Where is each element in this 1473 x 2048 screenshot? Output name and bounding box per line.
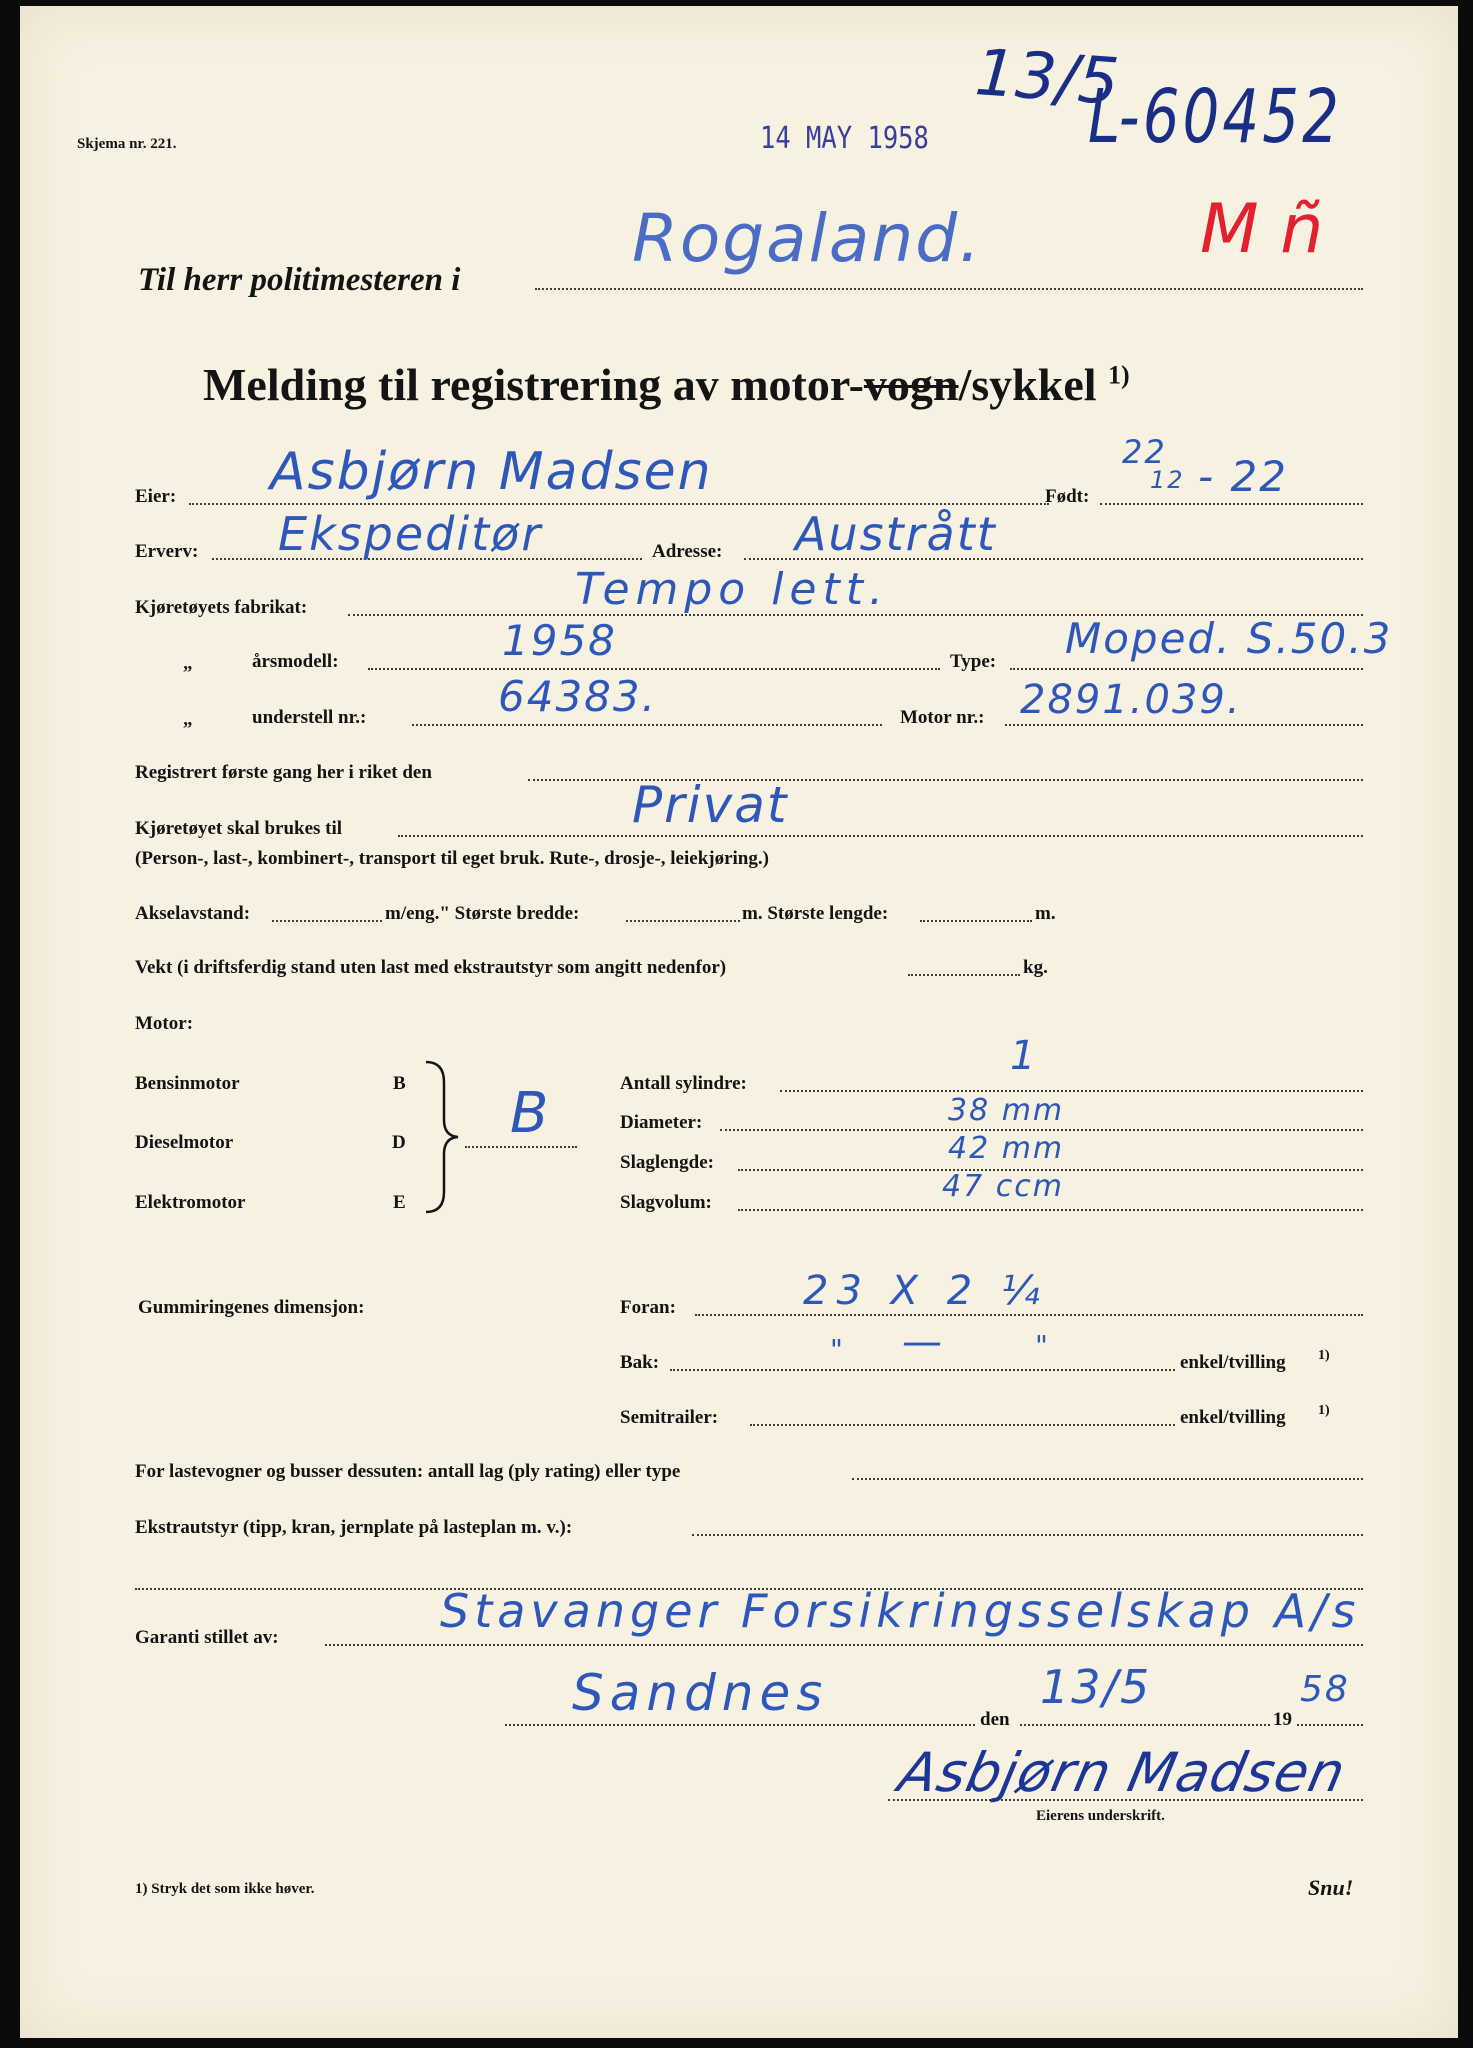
first-registered-label: Registrert første gang her i riket den xyxy=(135,762,432,783)
rear-tyre-line xyxy=(670,1369,1175,1371)
occupation-value: Ekspeditør xyxy=(278,507,543,561)
weight-label: Vekt (i driftsferdig stand uten last med ekstrautstyr som angitt nedenfor) xyxy=(135,957,727,978)
model-year-label: årsmodell: xyxy=(252,651,339,672)
model-year-value: 1958 xyxy=(502,616,617,665)
engine-type-value: B xyxy=(510,1081,551,1146)
wheelbase-line xyxy=(272,920,382,922)
extra-equipment-line xyxy=(692,1534,1363,1536)
title-struck-word: vogn xyxy=(863,359,959,410)
motor-heading: Motor: xyxy=(135,1013,194,1034)
ply-rating-line xyxy=(852,1478,1363,1480)
width-label: m/eng." Største bredde: xyxy=(385,903,580,924)
district-value: Rogaland. xyxy=(632,200,983,277)
rear-single-twin-label: enkel/tvilling xyxy=(1180,1352,1286,1373)
usage-line xyxy=(398,835,1363,837)
owner-signature-caption: Eierens underskrift. xyxy=(1036,1808,1165,1824)
guarantee-value: Stavanger Forsikringsselskap A/s xyxy=(440,1584,1361,1638)
district-line xyxy=(535,288,1363,290)
chassis-label: understell nr.: xyxy=(252,707,367,728)
rear-tyre-label: Bak: xyxy=(620,1352,660,1373)
registration-number: L-60452 xyxy=(1088,74,1342,160)
bore-value: 38 mm xyxy=(948,1093,1065,1128)
cylinders-value: 1 xyxy=(1010,1033,1038,1079)
handwritten-top-date: 13/5 xyxy=(972,36,1122,120)
title-part2: /sykkel xyxy=(958,359,1097,410)
engine-number-label: Motor nr.: xyxy=(900,707,985,728)
wheelbase-label: Akselavstand: xyxy=(135,903,251,924)
date-line xyxy=(1020,1724,1270,1726)
width-line xyxy=(626,920,740,922)
usage-value: Privat xyxy=(632,776,789,834)
rear-footnote-mark: 1) xyxy=(1318,1348,1330,1363)
guarantee-line xyxy=(325,1644,1363,1646)
owner-label: Eier: xyxy=(135,486,177,507)
year-value: 58 xyxy=(1300,1669,1350,1710)
date-den-label: den xyxy=(980,1709,1010,1730)
born-line xyxy=(1100,503,1363,505)
front-tyre-label: Foran: xyxy=(620,1297,676,1318)
owner-signature: Asbjørn Madsen xyxy=(893,1741,1352,1804)
received-stamp-date: 14 MAY 1958 xyxy=(760,121,929,156)
petrol-code: B xyxy=(393,1073,406,1094)
rear-tyre-ditto-right: " xyxy=(1035,1329,1050,1362)
electric-engine-label: Elektromotor xyxy=(135,1192,246,1213)
semitrailer-single-twin-label: enkel/tvilling xyxy=(1180,1407,1286,1428)
ditto-mark-2: „ xyxy=(183,709,193,730)
title-footnote-mark: 1) xyxy=(1108,360,1130,390)
engine-type-brace xyxy=(422,1058,462,1216)
born-month: 12 xyxy=(1150,466,1185,494)
form-title xyxy=(203,359,1130,410)
addressee-label: Til herr politimesteren i xyxy=(138,262,461,298)
year-line xyxy=(1297,1724,1363,1726)
length-unit: m. xyxy=(1035,903,1056,924)
form-sheet xyxy=(20,6,1458,2038)
front-tyre-value: 23 X 2 ¼ xyxy=(803,1268,1048,1314)
usage-label: Kjøretøyet skal brukes til xyxy=(135,818,343,839)
usage-note: (Person-, last-, kombinert-, transport til eget bruk. Rute-, drosje-, leiekjøring.) xyxy=(135,848,769,869)
place-line xyxy=(505,1724,975,1726)
place-value: Sandnes xyxy=(572,1664,829,1722)
owner-line xyxy=(189,503,1049,505)
type-value: Moped. S.50.3 xyxy=(1065,614,1393,663)
semitrailer-label: Semitrailer: xyxy=(620,1407,719,1428)
address-value: Austrått xyxy=(795,507,997,561)
ditto-mark-1: „ xyxy=(183,653,193,674)
displacement-line xyxy=(738,1209,1363,1211)
address-label: Adresse: xyxy=(652,541,723,562)
engine-number-value: 2891.039. xyxy=(1020,677,1242,723)
born-label: Født: xyxy=(1045,486,1090,507)
length-label: m. Største lengde: xyxy=(742,903,889,924)
born-day: 22 xyxy=(1122,433,1167,471)
schema-number: Skjema nr. 221. xyxy=(77,136,177,152)
bore-label: Diameter: xyxy=(620,1112,703,1133)
engine-number-line xyxy=(1005,724,1363,726)
petrol-engine-label: Bensinmotor xyxy=(135,1073,240,1094)
cylinders-line xyxy=(780,1090,1363,1092)
date-value: 13/5 xyxy=(1040,1660,1152,1714)
tyre-dimension-label: Gummiringenes dimensjon: xyxy=(138,1297,365,1318)
born-year: - 22 xyxy=(1198,452,1288,501)
displacement-value: 47 ccm xyxy=(942,1169,1064,1204)
make-label: Kjøretøyets fabrikat: xyxy=(135,597,308,618)
rear-tyre-ditto-dash: — xyxy=(902,1319,944,1365)
cylinders-label: Antall sylindre: xyxy=(620,1073,747,1094)
displacement-label: Slagvolum: xyxy=(620,1192,712,1213)
title-part1: Melding til registrering av motor- xyxy=(203,359,864,410)
diesel-engine-label: Dieselmotor xyxy=(135,1132,234,1153)
diesel-code: D xyxy=(392,1132,406,1153)
occupation-label: Erverv: xyxy=(135,541,199,562)
turn-over-note: Snu! xyxy=(1308,1875,1354,1900)
weight-unit: kg. xyxy=(1023,957,1048,978)
semitrailer-footnote-mark: 1) xyxy=(1318,1403,1330,1418)
year-prefix: 19 xyxy=(1273,1709,1292,1730)
ply-rating-label: For lastevogner og busser dessuten: antall lag (ply rating) eller type xyxy=(135,1461,681,1482)
model-year-line xyxy=(368,668,940,670)
stroke-label: Slaglengde: xyxy=(620,1152,714,1173)
chassis-value: 64383. xyxy=(498,672,657,721)
guarantee-label: Garanti stillet av: xyxy=(135,1627,279,1648)
footnote: 1) Stryk det som ikke høver. xyxy=(135,1881,315,1897)
extra-equipment-label: Ekstrautstyr (tipp, kran, jernplate på lasteplan m. v.): xyxy=(135,1517,573,1538)
make-value: Tempo lett. xyxy=(575,564,889,615)
red-initials: M ñ xyxy=(1200,190,1324,269)
stroke-value: 42 mm xyxy=(948,1131,1065,1166)
engine-type-line xyxy=(465,1146,577,1148)
electric-code: E xyxy=(393,1192,406,1213)
semitrailer-line xyxy=(750,1424,1175,1426)
type-label: Type: xyxy=(950,651,997,672)
rear-tyre-ditto-left: " xyxy=(830,1333,845,1366)
length-line xyxy=(920,920,1032,922)
front-tyre-line xyxy=(695,1314,1363,1316)
weight-line xyxy=(908,974,1020,976)
chassis-line xyxy=(412,724,882,726)
owner-value: Asbjørn Madsen xyxy=(270,442,713,502)
type-line xyxy=(1010,668,1363,670)
